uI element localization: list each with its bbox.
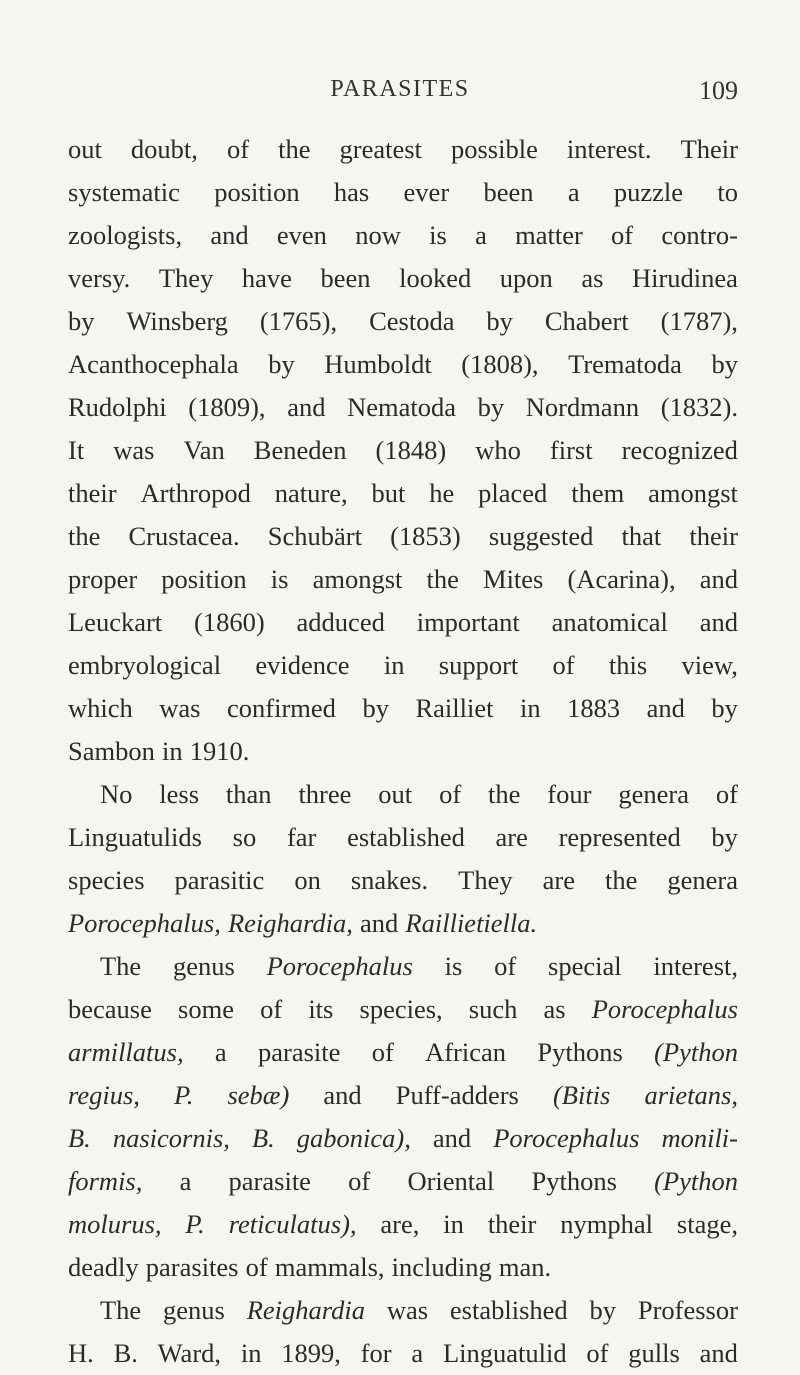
word: B. xyxy=(251,1123,275,1153)
word: (1765), xyxy=(259,306,338,336)
word: adduced xyxy=(296,607,385,637)
word: Reighardia xyxy=(246,1295,365,1325)
word: Chabert xyxy=(544,306,629,336)
word: (1809), xyxy=(188,392,266,422)
word: of xyxy=(226,134,250,164)
word: even xyxy=(276,220,327,250)
word: and xyxy=(323,1080,362,1110)
word: first xyxy=(549,435,593,465)
word: It xyxy=(68,435,85,465)
word: out xyxy=(378,779,413,809)
word: Their xyxy=(680,134,738,164)
word: now xyxy=(355,220,401,250)
body-text xyxy=(68,128,738,1375)
word: anatomical xyxy=(551,607,668,637)
text-line xyxy=(68,343,738,386)
word: ever xyxy=(403,177,450,207)
word: but xyxy=(371,478,406,508)
word: this xyxy=(608,650,648,680)
word: to xyxy=(717,177,738,207)
word: Van xyxy=(183,435,225,465)
word: interest, xyxy=(653,951,738,981)
word: (Python xyxy=(654,1166,738,1196)
word: was xyxy=(113,435,155,465)
text-line xyxy=(68,257,738,300)
word: The xyxy=(100,951,142,981)
word: such xyxy=(468,994,518,1024)
word: their xyxy=(68,478,117,508)
word: man. xyxy=(498,1252,552,1282)
word: view, xyxy=(681,650,738,680)
word: Sambon xyxy=(68,736,155,766)
word: far xyxy=(286,822,317,852)
text-line xyxy=(68,859,738,902)
word: of xyxy=(260,994,283,1024)
word: genera xyxy=(618,779,689,809)
word: and xyxy=(210,220,249,250)
word: Pythons xyxy=(531,1166,617,1196)
word: Professor xyxy=(637,1295,738,1325)
word: Railliet xyxy=(415,693,494,723)
word: support xyxy=(438,650,519,680)
word: by xyxy=(711,693,738,723)
word: the xyxy=(604,865,638,895)
word: four xyxy=(547,779,592,809)
word: by xyxy=(477,392,505,422)
word: by xyxy=(711,349,738,379)
word: looked xyxy=(399,263,472,293)
word: parasite xyxy=(228,1166,311,1196)
word: parasite xyxy=(257,1037,341,1067)
word: of xyxy=(245,1252,268,1282)
word: sebæ) xyxy=(227,1080,290,1110)
word: of xyxy=(371,1037,394,1067)
word: snakes. xyxy=(350,865,429,895)
word: puzzle xyxy=(613,177,684,207)
word: and xyxy=(360,908,399,938)
word: by xyxy=(486,306,513,336)
word: parasites xyxy=(145,1252,239,1282)
word: formis, xyxy=(68,1166,143,1196)
word: evidence xyxy=(255,650,350,680)
word: is xyxy=(444,951,463,981)
word: by xyxy=(268,349,295,379)
word: special xyxy=(548,951,622,981)
word: of xyxy=(715,779,738,809)
word: that xyxy=(621,521,662,551)
word: Porocephalus xyxy=(493,1123,640,1153)
word: parasitic xyxy=(174,865,265,895)
word: The xyxy=(100,1295,142,1325)
word: of xyxy=(552,650,575,680)
word: H. xyxy=(68,1338,94,1368)
word: (1848) xyxy=(375,435,447,465)
word: is xyxy=(429,220,447,250)
word: Nordmann xyxy=(525,392,640,422)
word: Trematoda xyxy=(568,349,682,379)
word: a xyxy=(475,220,487,250)
word: the xyxy=(68,521,101,551)
word: Porocephalus xyxy=(591,994,738,1024)
word: of xyxy=(611,220,634,250)
text-line xyxy=(68,429,738,472)
word: and xyxy=(287,392,326,422)
word: nature, xyxy=(274,478,348,508)
word: in xyxy=(519,693,541,723)
text-line xyxy=(68,902,738,945)
running-title: PARASITES xyxy=(330,76,470,102)
word: placed xyxy=(478,478,548,508)
word: confirmed xyxy=(227,693,336,723)
word: suggested xyxy=(488,521,594,551)
word: important xyxy=(416,607,520,637)
word: nymphal xyxy=(560,1209,654,1239)
word: and xyxy=(699,1338,738,1368)
word: and xyxy=(699,564,738,594)
word: contro- xyxy=(661,220,738,250)
word: (1860) xyxy=(194,607,265,637)
text-line xyxy=(68,515,738,558)
text-line xyxy=(68,214,738,257)
word: They xyxy=(458,865,513,895)
word: them xyxy=(571,478,625,508)
text-line xyxy=(68,1074,738,1117)
text-line xyxy=(68,472,738,515)
word: by xyxy=(711,822,738,852)
text-line xyxy=(68,1289,738,1332)
word: possible xyxy=(450,134,538,164)
word: are xyxy=(542,865,575,895)
word: the xyxy=(426,564,459,594)
word: position xyxy=(161,564,247,594)
word: versy. xyxy=(68,263,131,293)
word: matter xyxy=(515,220,583,250)
word: genera xyxy=(667,865,738,895)
word: by xyxy=(68,306,95,336)
word: of xyxy=(494,951,517,981)
word: and xyxy=(699,607,738,637)
page-number: 109 xyxy=(699,76,738,105)
word: (Bitis xyxy=(552,1080,611,1110)
text-line xyxy=(68,730,738,773)
word: (1853) xyxy=(390,521,461,551)
word: he xyxy=(429,478,455,508)
word: Arthropod xyxy=(140,478,251,508)
word: genus xyxy=(173,951,235,981)
word: B. xyxy=(113,1338,138,1368)
word: their xyxy=(689,521,738,551)
word: proper xyxy=(68,564,138,594)
word: for xyxy=(360,1338,392,1368)
word: gulls xyxy=(628,1338,680,1368)
word: They xyxy=(158,263,214,293)
word: Reighardia, xyxy=(227,908,353,938)
word: (Acarina), xyxy=(567,564,676,594)
word: Porocephalus, xyxy=(68,908,221,938)
word: B. xyxy=(68,1123,91,1153)
word: which xyxy=(68,693,133,723)
word: so xyxy=(232,822,257,852)
word: Hirudinea xyxy=(631,263,738,293)
word: Nematoda xyxy=(347,392,456,422)
word: represented xyxy=(558,822,681,852)
word: Crustacea. xyxy=(128,521,240,551)
word: the xyxy=(488,779,521,809)
word: P. xyxy=(173,1080,194,1110)
word: Mites xyxy=(483,564,544,594)
word: been xyxy=(320,263,371,293)
word: regius, xyxy=(68,1080,140,1110)
word: than xyxy=(225,779,272,809)
text-line xyxy=(68,1160,738,1203)
word: Linguatulids xyxy=(68,822,202,852)
word: Linguatulid xyxy=(442,1338,567,1368)
word: deadly xyxy=(68,1252,139,1282)
word: greatest xyxy=(339,134,422,164)
word: upon xyxy=(499,263,553,293)
word: Oriental xyxy=(407,1166,495,1196)
word: doubt, xyxy=(130,134,198,164)
word: reticulatus), xyxy=(228,1209,357,1239)
word: and xyxy=(646,693,685,723)
word: are, xyxy=(380,1209,420,1239)
word: Porocephalus xyxy=(266,951,413,981)
word: 1883 xyxy=(567,693,621,723)
word: amongst xyxy=(648,478,738,508)
word: Rudolphi xyxy=(68,392,167,422)
text-line xyxy=(68,128,738,171)
word: a xyxy=(179,1166,192,1196)
word: was xyxy=(159,693,201,723)
text-line xyxy=(68,386,738,429)
word: (1808), xyxy=(461,349,539,379)
word: arietans, xyxy=(644,1080,738,1110)
text-line xyxy=(68,1031,738,1074)
word: established xyxy=(347,822,465,852)
word: by xyxy=(589,1295,616,1325)
word: a xyxy=(214,1037,227,1067)
word: Pythons xyxy=(537,1037,623,1067)
word: gabonica), xyxy=(296,1123,411,1153)
text-line xyxy=(68,1117,738,1160)
text-line xyxy=(68,816,738,859)
word: Leuckart xyxy=(68,607,163,637)
word: armillatus, xyxy=(68,1037,184,1067)
word: in xyxy=(383,650,405,680)
word: in xyxy=(443,1209,464,1239)
word: position xyxy=(214,177,300,207)
word: molurus, xyxy=(68,1209,162,1239)
word: Cestoda xyxy=(369,306,455,336)
word: a xyxy=(411,1338,424,1368)
word: a xyxy=(567,177,580,207)
word: some xyxy=(178,994,234,1024)
word: nasicornis, xyxy=(112,1123,230,1153)
word: (1832). xyxy=(660,392,738,422)
word: as xyxy=(581,263,604,293)
text-line xyxy=(68,1246,738,1289)
word: stage, xyxy=(676,1209,738,1239)
text-line xyxy=(68,601,738,644)
text-line xyxy=(68,988,738,1031)
word: of xyxy=(439,779,462,809)
word: of xyxy=(586,1338,609,1368)
word: recognized xyxy=(621,435,738,465)
text-line xyxy=(68,945,738,988)
word: three xyxy=(298,779,352,809)
word: Puff-adders xyxy=(395,1080,519,1110)
word: out xyxy=(68,134,102,164)
word: was xyxy=(386,1295,429,1325)
word: genus xyxy=(163,1295,225,1325)
text-line xyxy=(68,300,738,343)
word: in xyxy=(162,736,183,766)
text-line xyxy=(68,773,738,816)
word: because xyxy=(68,994,152,1024)
word: embryological xyxy=(68,650,222,680)
word: species xyxy=(68,865,145,895)
word: No xyxy=(100,779,133,809)
text-line xyxy=(68,1332,738,1375)
word: has xyxy=(333,177,370,207)
word: African xyxy=(425,1037,507,1067)
text-line xyxy=(68,1203,738,1246)
text-line xyxy=(68,558,738,601)
word: have xyxy=(241,263,292,293)
word: Acanthocephala xyxy=(68,349,239,379)
word: species, xyxy=(359,994,443,1024)
word: Humboldt xyxy=(324,349,432,379)
word: P. xyxy=(185,1209,205,1239)
word: Schubärt xyxy=(267,521,362,551)
word: established xyxy=(449,1295,568,1325)
word: its xyxy=(308,994,334,1024)
text-line xyxy=(68,171,738,214)
word: Winsberg xyxy=(126,306,228,336)
word: been xyxy=(483,177,534,207)
running-head xyxy=(62,68,738,104)
word: amongst xyxy=(312,564,403,594)
word: Ward, xyxy=(157,1338,222,1368)
word: as xyxy=(543,994,566,1024)
word: and xyxy=(432,1123,472,1153)
word: is xyxy=(270,564,289,594)
word: in xyxy=(240,1338,262,1368)
word: systematic xyxy=(68,177,180,207)
word: including xyxy=(391,1252,492,1282)
word: mammals, xyxy=(274,1252,385,1282)
word: of xyxy=(348,1166,371,1196)
word: Beneden xyxy=(253,435,347,465)
word: zoologists, xyxy=(68,220,183,250)
word: 1899, xyxy=(281,1338,341,1368)
word: who xyxy=(475,435,521,465)
word: Raillietiella. xyxy=(405,908,538,938)
word: the xyxy=(278,134,311,164)
word: monili- xyxy=(661,1123,738,1153)
word: are xyxy=(495,822,528,852)
word: 1910. xyxy=(189,736,250,766)
word: (1787), xyxy=(660,306,738,336)
word: their xyxy=(487,1209,537,1239)
word: (Python xyxy=(654,1037,738,1067)
word: less xyxy=(159,779,200,809)
text-line xyxy=(68,644,738,687)
word: by xyxy=(362,693,389,723)
text-line xyxy=(68,687,738,730)
word: interest. xyxy=(566,134,652,164)
word: on xyxy=(294,865,321,895)
